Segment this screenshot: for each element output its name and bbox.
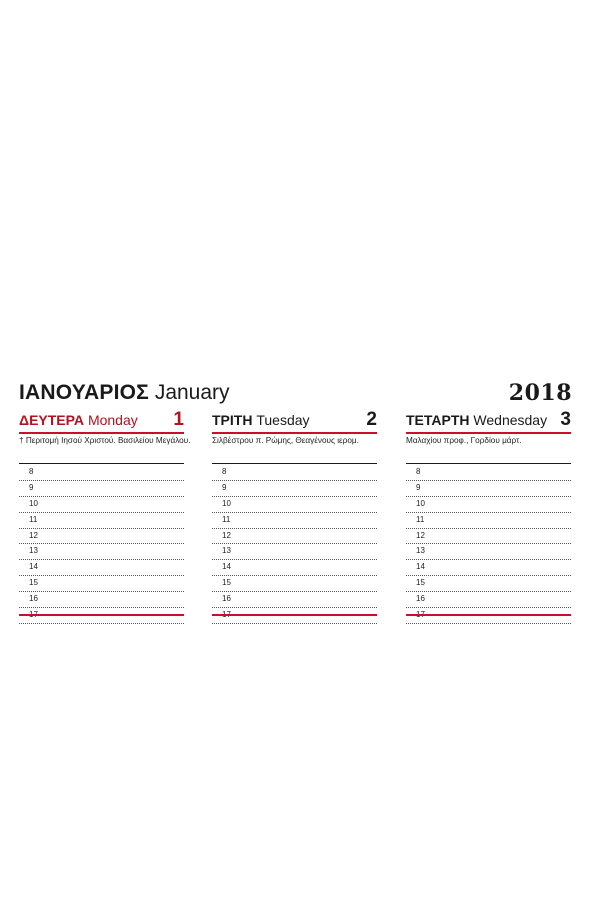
hour-row[interactable] xyxy=(19,544,184,560)
hour-label: 12 xyxy=(29,530,38,540)
hour-label: 17 xyxy=(222,610,231,620)
hour-row[interactable] xyxy=(212,560,377,576)
hour-label: 10 xyxy=(29,498,38,508)
name-day-saints: † Περιτομή Ιησού Χριστού. Βασιλείου Μεγάλου. xyxy=(19,436,191,445)
hour-row[interactable] xyxy=(212,497,377,513)
day-number: 1 xyxy=(173,409,184,430)
hour-label: 10 xyxy=(416,498,425,508)
hour-row[interactable] xyxy=(19,560,184,576)
name-day-saints: Σιλβέστρου π. Ρώμης, Θεαγένους ιερομ. xyxy=(212,436,359,445)
hour-label: 8 xyxy=(416,467,421,476)
hour-row[interactable] xyxy=(19,592,184,608)
name-day-saints: Μαλαχίου προφ., Γορδίου μάρτ. xyxy=(406,436,522,445)
day-header-rule xyxy=(212,432,377,434)
hour-row[interactable] xyxy=(19,481,184,497)
hour-label: 8 xyxy=(29,467,34,476)
hour-list xyxy=(406,465,571,624)
day-column-2 xyxy=(212,409,377,619)
hour-label: 13 xyxy=(222,546,231,556)
hour-label: 11 xyxy=(29,514,38,524)
hour-label: 9 xyxy=(416,482,421,492)
hour-row[interactable] xyxy=(406,560,571,576)
hour-label: 12 xyxy=(222,530,231,540)
hour-label: 17 xyxy=(416,610,425,620)
hour-label: 15 xyxy=(222,578,231,588)
hour-label: 12 xyxy=(416,530,425,540)
hour-row[interactable] xyxy=(212,544,377,560)
hour-row[interactable] xyxy=(406,465,571,481)
day-header xyxy=(406,409,571,432)
hour-row[interactable] xyxy=(212,513,377,529)
day-name xyxy=(406,411,547,430)
hour-row[interactable] xyxy=(212,576,377,592)
hour-row[interactable] xyxy=(212,592,377,608)
hour-label: 16 xyxy=(222,594,231,604)
hour-label: 8 xyxy=(222,467,227,476)
day-name xyxy=(212,411,310,430)
notes-line xyxy=(406,463,571,464)
day-name-english: Tuesday xyxy=(256,412,310,428)
hour-label: 11 xyxy=(416,514,425,524)
day-bottom-rule xyxy=(212,614,377,616)
hour-label: 9 xyxy=(29,482,34,492)
hour-label: 13 xyxy=(29,546,38,556)
day-header-rule xyxy=(406,432,571,434)
day-name xyxy=(19,411,138,430)
day-bottom-rule xyxy=(406,614,571,616)
hour-label: 15 xyxy=(29,578,38,588)
day-number: 3 xyxy=(560,409,571,430)
day-number: 2 xyxy=(366,409,377,430)
hour-label: 15 xyxy=(416,578,425,588)
day-name-english: Monday xyxy=(87,412,138,428)
day-name-english: Wednesday xyxy=(473,412,548,428)
year-label: 2018 xyxy=(508,380,572,406)
hour-label: 17 xyxy=(29,610,38,620)
notes-line xyxy=(212,463,377,464)
hour-row[interactable] xyxy=(212,529,377,545)
hour-list xyxy=(212,465,377,624)
hour-row[interactable] xyxy=(19,576,184,592)
hour-row[interactable] xyxy=(212,481,377,497)
hour-row[interactable] xyxy=(406,544,571,560)
day-name-greek: ΔΕΥΤΕΡΑ xyxy=(19,412,85,428)
hour-row[interactable] xyxy=(406,481,571,497)
day-bottom-rule xyxy=(19,614,184,616)
day-column-3 xyxy=(406,409,571,619)
hour-label: 14 xyxy=(29,562,38,572)
hour-label: 14 xyxy=(416,562,425,572)
day-name-greek: ΤΡΙΤΗ xyxy=(212,412,253,428)
hour-row[interactable] xyxy=(406,576,571,592)
hour-row[interactable] xyxy=(19,465,184,481)
hour-label: 16 xyxy=(29,594,38,604)
hour-row[interactable] xyxy=(19,497,184,513)
month-header xyxy=(19,378,572,408)
day-header-rule xyxy=(19,432,184,434)
hour-row[interactable] xyxy=(212,465,377,481)
hour-row[interactable] xyxy=(406,513,571,529)
hour-row[interactable] xyxy=(19,529,184,545)
day-header xyxy=(19,409,184,432)
month-name-english: January xyxy=(154,381,230,404)
hour-label: 13 xyxy=(416,546,425,556)
month-title xyxy=(19,378,230,408)
hour-row[interactable] xyxy=(19,513,184,529)
hour-label: 10 xyxy=(222,498,231,508)
day-header xyxy=(212,409,377,432)
hour-label: 11 xyxy=(222,514,231,524)
hour-list xyxy=(19,465,184,624)
hour-label: 14 xyxy=(222,562,231,572)
month-name-greek: ΙΑΝΟΥΑΡΙΟΣ xyxy=(19,381,149,404)
notes-line xyxy=(19,463,184,464)
hour-row[interactable] xyxy=(406,497,571,513)
hour-row[interactable] xyxy=(406,592,571,608)
hour-label: 16 xyxy=(416,594,425,604)
hour-label: 9 xyxy=(222,482,227,492)
day-name-greek: ΤΕΤΑΡΤΗ xyxy=(406,412,470,428)
day-column-1 xyxy=(19,409,191,620)
hour-row[interactable] xyxy=(406,529,571,545)
